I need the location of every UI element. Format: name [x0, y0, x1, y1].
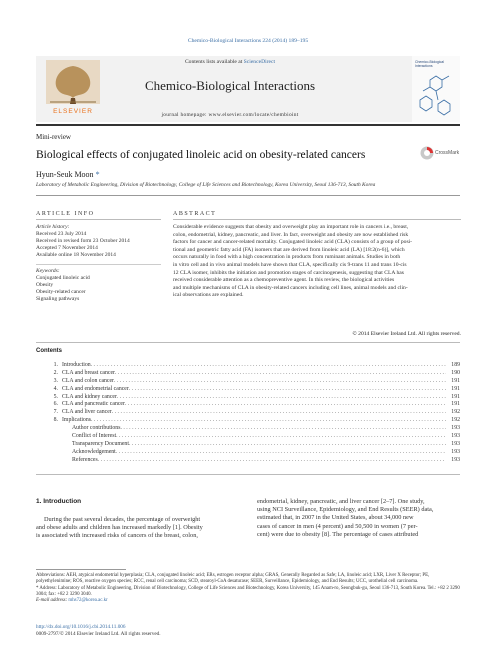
toc-entry[interactable]	[36, 378, 460, 386]
footnote-rule	[36, 569, 126, 570]
contents-bottom-rule	[36, 474, 460, 475]
toc-leader-dots	[91, 362, 446, 370]
abstract-line: tional and geometric fatty acid (FA) isomers that are derived from linoleic acid (LA) [18:2(n-6)], which	[173, 246, 405, 253]
toc-leader-dots	[91, 417, 446, 425]
introduction-heading: 1. Introduction	[36, 498, 82, 505]
keywords	[36, 268, 161, 303]
toc-number: 6.	[53, 401, 58, 408]
intro-line: estimated that, in 2007 in the United States, about 34,000 new	[257, 514, 414, 522]
contents-availability	[110, 59, 350, 65]
issn-line: 0009-2797/© 2014 Elsevier Ireland Ltd. All rights reserved.	[36, 630, 161, 637]
toc-indent	[62, 449, 72, 457]
toc-leader-dots	[120, 425, 446, 433]
toc-entry[interactable]	[36, 425, 460, 433]
history-item: Available online 18 November 2014	[36, 252, 116, 258]
toc-number: 8.	[53, 417, 58, 424]
toc-number: 7.	[53, 409, 58, 416]
toc-leader-dots	[114, 378, 446, 386]
toc-page-number: 190	[451, 369, 460, 376]
email-link[interactable]: mhs72@korea.ac.kr	[68, 598, 108, 604]
abstract-line: received considerable attention as a chemopreventive agent. In this review, the biological activities	[173, 277, 395, 284]
toc-entry[interactable]	[36, 457, 460, 465]
journal-name: Chemico-Biological Interactions	[144, 78, 316, 93]
crossmark-badge[interactable]	[420, 146, 460, 165]
toc-page-number: 191	[451, 393, 460, 400]
abstract-line: ical observations are explained.	[173, 292, 244, 299]
toc-page-number: 191	[451, 377, 460, 384]
affiliation-rule	[36, 195, 460, 196]
toc-page-number: 192	[451, 409, 460, 416]
toc-entry[interactable]	[36, 394, 460, 402]
toc-entry[interactable]	[36, 362, 460, 370]
address-footnote: * Address: Laboratory of Metabolic Engineering, Division of Biotechnology, College of Life Sciences and Biotechnology, Korea University, 145 Anam-ro, Seongbuk-gu, Seoul 136-713, South Korea. Tel.: +82 2 3290 3004; fax: +82 2 3290 3040.	[36, 585, 460, 597]
toc-leader-dots	[116, 433, 446, 441]
article-info-heading: ARTICLE INFO	[36, 211, 95, 217]
history-item: Received 23 July 2014	[36, 231, 87, 237]
crossmark-label: CrossMark	[435, 150, 460, 156]
abstract-rule	[173, 219, 461, 220]
author-affiliation: Laboratory of Metabolic Engineering, Division of Biotechnology, College of Life Sciences and Biotechnology, Korea University, Seoul 136-713, South Korea	[36, 182, 376, 188]
article-history	[36, 224, 161, 259]
toc-entry[interactable]	[36, 417, 460, 425]
email-footnote	[36, 598, 460, 604]
keyword-item: Signaling pathways	[36, 296, 80, 302]
toc-page-number: 193	[451, 448, 460, 455]
article-title: Biological effects of conjugated linoleic acid on obesity-related cancers	[36, 149, 366, 161]
toc-number: 4.	[53, 385, 58, 392]
toc-entry[interactable]	[36, 433, 460, 441]
toc-number	[36, 457, 62, 465]
intro-line: endometrial, kidney, pancreatic, and liver cancer [2–7]. One study,	[257, 498, 425, 505]
abstract-body	[173, 224, 461, 300]
toc-title[interactable]: Implications	[62, 417, 91, 424]
toc-page-number: 193	[451, 425, 460, 432]
abstract-line: colon, endometrial, kidney, pancreatic, and liver. In fact, overweight and obesity are now established risk	[173, 231, 409, 238]
toc-title[interactable]: CLA and pancreatic cancer	[62, 401, 125, 408]
author-name: Hyun-Seuk Moon	[36, 170, 94, 179]
abstract-line: and multiple mechanisms of CLA in obesity-related cancers including cell lines, animal models and clin-	[173, 284, 408, 291]
toc-indent	[62, 457, 72, 465]
toc-entry[interactable]	[36, 449, 460, 457]
abstract-line: factors for cancer and cancer-related mortality. Conjugated linoleic acid (CLA) consists of a group of posi-	[173, 239, 413, 246]
article-type: Mini-review	[36, 133, 71, 141]
contents-prefix: Contents lists available at	[184, 59, 244, 65]
toc-leader-dots	[116, 449, 446, 457]
toc-leader-dots	[125, 401, 446, 409]
elsevier-logo	[36, 56, 110, 122]
toc-leader-dots	[98, 457, 446, 465]
header-rule	[36, 124, 460, 126]
toc-leader-dots	[129, 441, 446, 449]
toc-number	[36, 441, 62, 449]
toc-title[interactable]: References	[72, 456, 98, 463]
toc-number: 2.	[53, 369, 58, 376]
toc-page-number: 193	[451, 440, 460, 447]
toc-number	[36, 449, 62, 457]
intro-line: cases of cancer in men (4 percent) and 50,500 in women (7 per-	[257, 522, 418, 530]
toc-page-number: 193	[451, 433, 460, 440]
toc-title[interactable]: Introduction	[62, 362, 91, 368]
toc-title[interactable]: CLA and kidney cancer	[62, 393, 117, 400]
keyword-item: Obesity	[36, 282, 54, 288]
history-item: Received in revised form 23 October 2014	[36, 238, 130, 244]
author-line	[36, 170, 100, 179]
toc-title[interactable]: CLA and liver cancer	[62, 409, 112, 416]
abbreviations-footnote: Abbreviations: AEH, atypical endometrial hyperplasia; CLA, conjugated linoleic acid; ERs, estrogen receptor alpha; GRAS, Generally Regarded as Safe; LA, linoleic acid; LXR, Liver X Receptor; PE, polyethylenimine; ROS, reactive oxygen species; RCC, renal cell carcinoma; SCD, stearoyl-CoA desaturase; SEER, Surveillance, Epidemiology, and End Results; UCC, urothelial cell carcinoma.	[36, 573, 430, 585]
journal-homepage[interactable]: journal homepage: www.elsevier.com/locate/chembioint	[161, 112, 299, 118]
contents-top-rule	[36, 342, 460, 343]
contents-heading: Contents	[36, 348, 62, 354]
intro-line: is associated with increased risks of cancers of the breast, colon,	[36, 532, 198, 540]
abstract-line: occurs naturally in food with a high concentration in products from ruminant animals. Studies in both	[173, 254, 401, 261]
toc-entry[interactable]	[36, 409, 460, 417]
publisher-name: ELSEVIER	[53, 108, 93, 115]
toc-title[interactable]: Acknowledgement	[72, 448, 116, 455]
history-item: Accepted 7 November 2014	[36, 245, 98, 251]
intro-line: using NCI Surveillance, Epidemiology, and End Results (SEER) data,	[257, 506, 434, 514]
sciencedirect-link[interactable]: ScienceDirect	[243, 59, 276, 65]
intro-line: During the past several decades, the percentage of overweight	[44, 516, 201, 523]
toc-entry[interactable]	[36, 401, 460, 409]
toc-page-number: 193	[451, 456, 460, 463]
toc-title[interactable]: Transparency Document	[72, 440, 129, 447]
crossmark-icon	[420, 146, 434, 160]
toc-leader-dots	[112, 409, 446, 417]
toc-leader-dots	[129, 386, 446, 394]
cover-title: Chemico-Biological Interactions	[415, 60, 445, 68]
toc-indent	[62, 441, 72, 449]
abstract-line: 12 CLA isomer, inhibits the initiation and promotion stages of carcinogenesis, suggesting that CLA has	[173, 269, 404, 276]
toc-title[interactable]: Author contributions	[72, 425, 121, 432]
toc-entry[interactable]	[36, 370, 460, 378]
history-label: Article history:	[36, 224, 70, 230]
article-info-rule	[36, 219, 161, 220]
bottom-matter	[36, 624, 161, 637]
abstract-copyright: © 2014 Elsevier Ireland Ltd. All rights reserved.	[352, 331, 461, 337]
toc-title[interactable]: CLA and breast cancer	[62, 369, 115, 376]
keywords-label: Keywords:	[36, 268, 60, 274]
toc-title[interactable]: Conflict of Interest	[72, 433, 117, 440]
toc-number: 1.	[53, 362, 58, 368]
toc-page-number: 191	[451, 401, 460, 408]
intro-line: and obese adults and children has increased markedly [1]. Obesity	[36, 524, 203, 532]
toc-title[interactable]: CLA and colon cancer	[62, 377, 114, 384]
doi-link[interactable]: http://dx.doi.org/10.1016/j.cbi.2014.11.006	[36, 624, 126, 630]
abstract-heading: ABSTRACT	[173, 211, 217, 217]
toc-number	[36, 425, 62, 433]
keywords-rule	[36, 264, 161, 265]
toc-entry[interactable]	[36, 441, 460, 449]
toc-number: 3.	[53, 377, 58, 384]
toc-number: 5.	[53, 393, 58, 400]
abstract-line: Considerable evidence suggests that obesity and overweight play an important role in cancers i.e., breast,	[173, 224, 409, 230]
toc-leader-dots	[117, 394, 446, 402]
keyword-item: Conjugated linoleic acid	[36, 275, 90, 281]
intro-left-column	[36, 516, 240, 541]
toc-page-number: 192	[451, 417, 460, 424]
toc-title[interactable]: CLA and endometrial cancer	[62, 385, 129, 392]
toc-page-number: 191	[451, 385, 460, 392]
toc-leader-dots	[115, 370, 446, 378]
abstract-line: in vitro cell and in vivo animal models have shown that CLA, specifically cis 9-trans 11 and trans 10-cis	[173, 261, 407, 268]
keyword-item: Obesity-related cancer	[36, 289, 86, 295]
toc-indent	[62, 433, 72, 441]
journal-citation[interactable]: Chemico-Biological Interactions 224 (2014) 189–195	[187, 38, 309, 44]
author-mark[interactable]: *	[95, 170, 100, 179]
toc-number	[36, 433, 62, 441]
footnotes	[36, 573, 460, 604]
email-label: E-mail address:	[36, 598, 69, 604]
intro-right-column	[257, 498, 461, 539]
toc-indent	[62, 425, 72, 433]
intro-line: cent) were due to obesity [8]. The percentage of cases attributed	[257, 530, 419, 538]
journal-cover-thumbnail	[412, 56, 460, 122]
table-of-contents	[36, 362, 460, 465]
toc-entry[interactable]	[36, 386, 460, 394]
toc-page-number: 189	[451, 362, 460, 368]
